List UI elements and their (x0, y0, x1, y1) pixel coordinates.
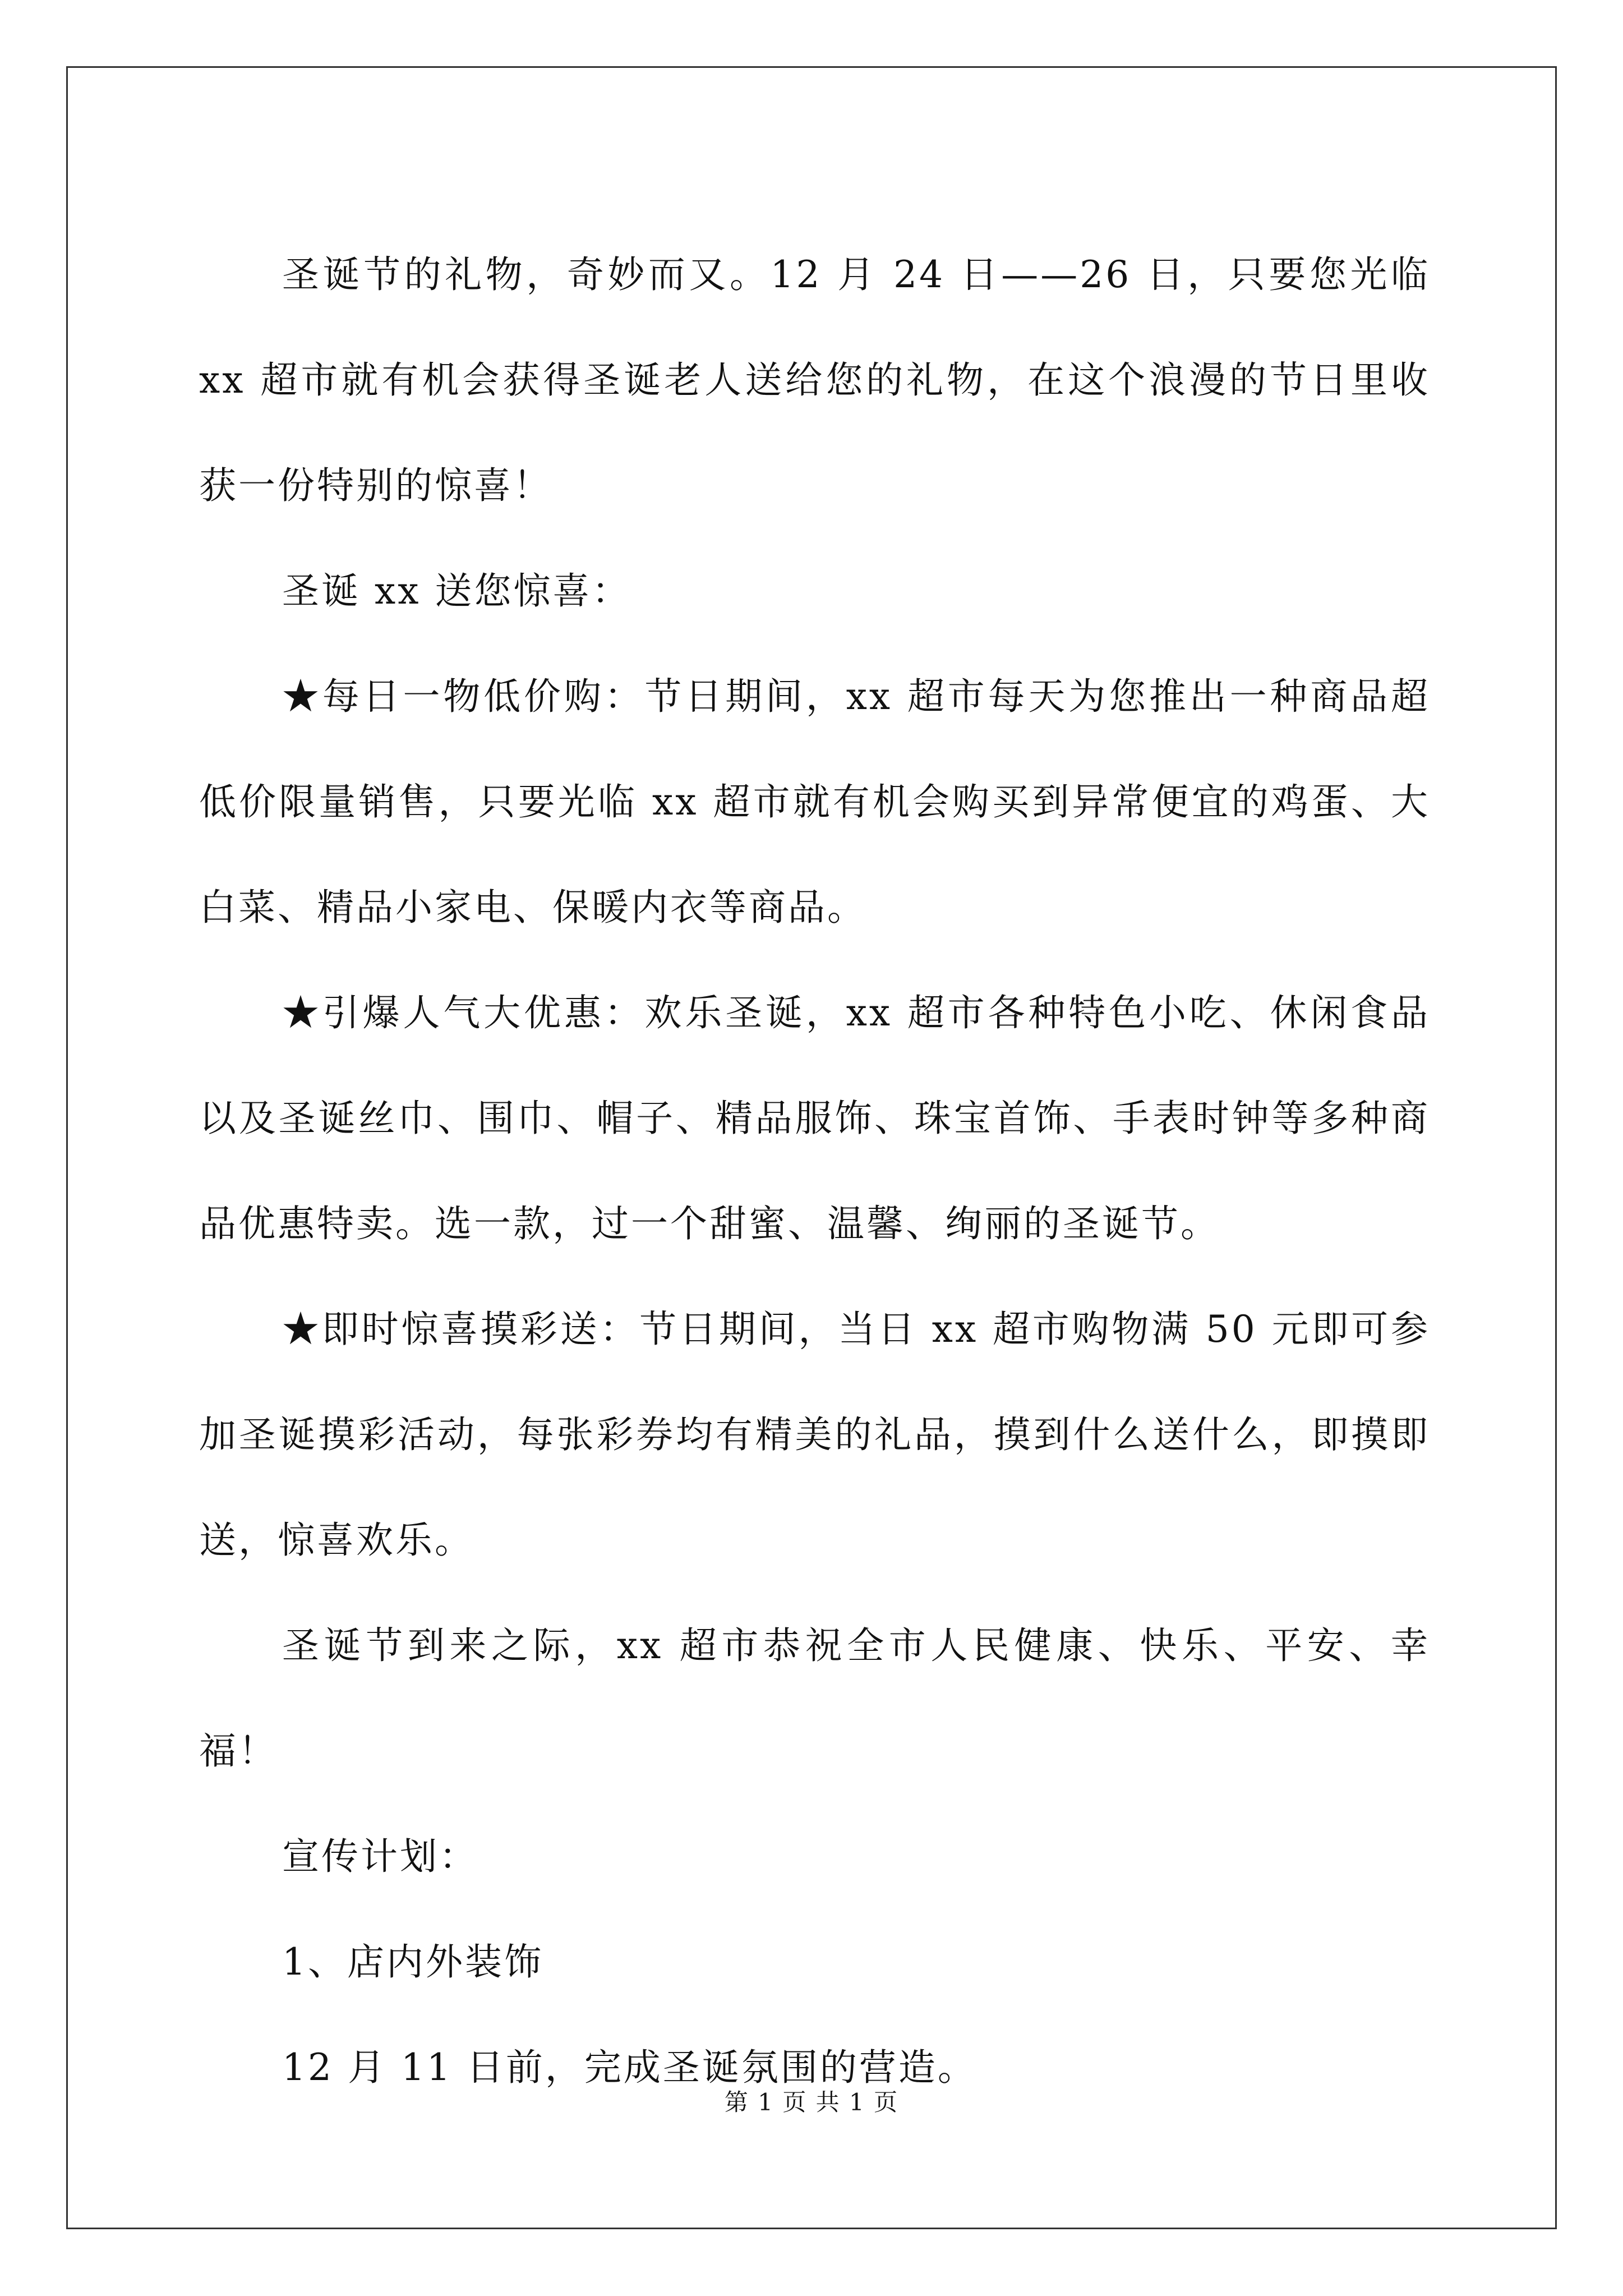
paragraph-plan-heading: 宣传计划： (282, 1835, 478, 1878)
paragraph-big-discount: ★引爆人气大优惠：欢乐圣诞，xx 超市各种特色小吃、休闲食品以及圣诞丝巾、围巾、帽子、精品服饰、珠宝首饰、手表时钟等多种商品优惠特卖。选一款，过一个甜蜜、温馨、绚丽的圣诞节。 (199, 991, 1430, 1245)
document-body (199, 222, 1430, 2120)
paragraph-decoration-item: 1、店内外装饰 (282, 1940, 543, 1984)
paragraph-decoration-date: 12 月 11 日前，完成圣诞氛围的营造。 (282, 2046, 977, 2089)
paragraph-greeting: 圣诞节到来之际，xx 超市恭祝全市人民健康、快乐、平安、幸福！ (199, 1624, 1430, 1773)
paragraph-daily-deal: ★每日一物低价购：节日期间，xx 超市每天为您推出一种商品超低价限量销售，只要光临 xx 超市就有机会购买到异常便宜的鸡蛋、大白菜、精品小家电、保暖内衣等商品。 (199, 675, 1430, 929)
page-number-footer: 第 1 页 共 1 页 (724, 2088, 899, 2116)
paragraph-intro: 圣诞节的礼物，奇妙而又。12 月 24 日——26 日，只要您光临 xx 超市就有机会获得圣诞老人送给您的礼物，在这个浪漫的节日里收获一份特别的惊喜！ (199, 253, 1430, 507)
paragraph-lucky-draw: ★即时惊喜摸彩送：节日期间，当日 xx 超市购物满 50 元即可参加圣诞摸彩活动，每张彩券均有精美的礼品，摸到什么送什么，即摸即送，惊喜欢乐。 (199, 1308, 1430, 1562)
paragraph-heading-surprise: 圣诞 xx 送您惊喜： (282, 569, 631, 613)
